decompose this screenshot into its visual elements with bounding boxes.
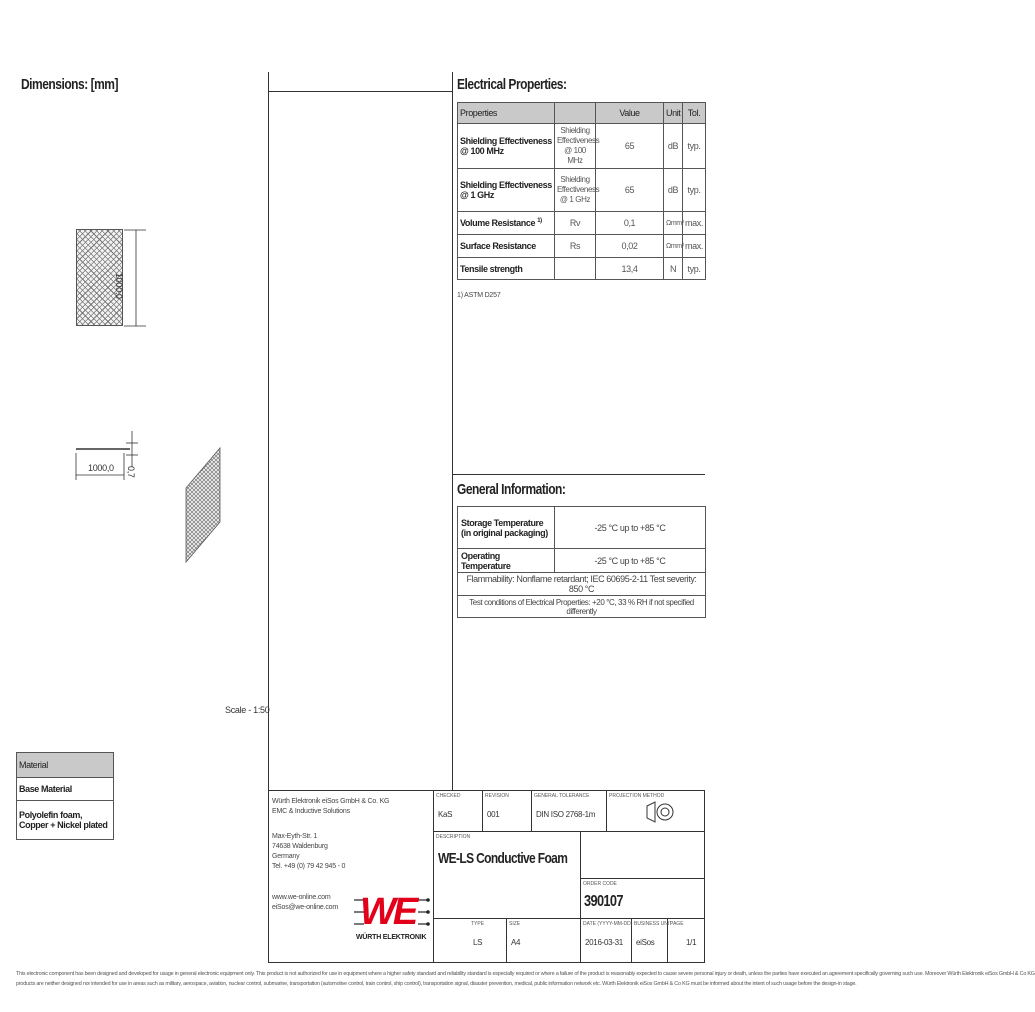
base-material-label: Base Material bbox=[17, 778, 114, 801]
description-value: WE-LS Conductive Foam bbox=[438, 850, 568, 867]
storage-temp-label: Storage Temperature (in original packaging) bbox=[458, 507, 555, 549]
titleblock-divider bbox=[433, 790, 434, 963]
material-table bbox=[16, 752, 114, 840]
table-row bbox=[458, 169, 706, 212]
address-line: Tel. +49 (0) 79 42 945 - 0 bbox=[272, 863, 346, 870]
dimensions-title: Dimensions: [mm] bbox=[21, 76, 118, 93]
email-link[interactable]: eiSos@we-online.com bbox=[272, 904, 338, 911]
order-code-value: 390107 bbox=[584, 893, 623, 910]
general-title: General Information: bbox=[457, 481, 566, 498]
col-tol: Tol. bbox=[683, 103, 706, 124]
general-table bbox=[457, 506, 706, 618]
website-link[interactable]: www.we-online.com bbox=[272, 894, 331, 901]
company-division: EMC & Inductive Solutions bbox=[272, 808, 350, 815]
test-conditions-info: Test conditions of Electrical Properties: +20 °C, 33 % RH if not specified differently bbox=[458, 596, 706, 618]
size-value: A4 bbox=[511, 938, 521, 947]
tb-divider bbox=[531, 790, 532, 831]
frame-general-rule bbox=[452, 474, 705, 475]
business-unit-label: BUSINESS UNIT bbox=[634, 921, 673, 927]
property-symbol: Rs bbox=[555, 235, 596, 258]
property-tol: max. bbox=[683, 235, 706, 258]
electrical-table bbox=[457, 102, 706, 280]
property-unit: N bbox=[664, 258, 683, 280]
projection-label: PROJECTION METHOD bbox=[609, 793, 665, 799]
business-unit-value: eiSos bbox=[636, 938, 655, 947]
base-material-value: Polyolefin foam, Copper + Nickel plated bbox=[17, 801, 114, 840]
property-tol: typ. bbox=[683, 258, 706, 280]
thickness-label: 0,7 bbox=[126, 466, 136, 478]
operating-temp-label: Operating Temperature bbox=[458, 549, 555, 573]
foam-isometric-view bbox=[180, 444, 228, 568]
flammability-info: Flammability: Nonflame retardant; IEC 60695-2-11 Test severity: 850 °C bbox=[458, 573, 706, 596]
tb-rule bbox=[433, 831, 580, 832]
disclaimer bbox=[16, 969, 1035, 989]
revision-value: 001 bbox=[487, 810, 500, 819]
property-unit: dB bbox=[664, 124, 683, 169]
table-row bbox=[458, 549, 706, 573]
property-tol: typ. bbox=[683, 124, 706, 169]
property-symbol: Shielding Effectiveness @ 100 MHz bbox=[555, 124, 596, 169]
tb-divider bbox=[580, 831, 581, 963]
table-row bbox=[458, 573, 706, 596]
type-value: LS bbox=[473, 938, 483, 947]
tb-divider bbox=[482, 790, 483, 831]
company-web bbox=[272, 893, 338, 913]
scale-label: Scale - 1:50 bbox=[225, 705, 270, 715]
checked-label: CHECKED bbox=[436, 793, 461, 799]
table-row bbox=[458, 596, 706, 618]
property-value: 0,1 bbox=[596, 212, 664, 235]
electrical-footnote: 1) ASTM D257 bbox=[457, 292, 501, 299]
property-unit: Ωmm² bbox=[664, 235, 683, 258]
we-logo bbox=[352, 890, 430, 942]
size-label: SIZE bbox=[509, 921, 521, 927]
logo-text: WE bbox=[360, 891, 416, 933]
height-dimension-line bbox=[120, 222, 150, 334]
property-value: 13,4 bbox=[596, 258, 664, 280]
property-tol: typ. bbox=[683, 169, 706, 212]
table-row bbox=[458, 212, 706, 235]
checked-value: KaS bbox=[438, 810, 453, 819]
disclaimer-line: products are neither designed nor intended for use in areas such as military, aerospace, aviation, nuclear control, submarine, transportation (automotive control, train control, ship control), transportation signal, disaster prevention, medical, public information network etc. Würth Elektronik eiSos GmbH & Co KG must be informed about the intent of such usage before the design-in stage. bbox=[16, 981, 857, 987]
revision-label: REVISION bbox=[485, 793, 509, 799]
date-value: 2016-03-31 bbox=[585, 938, 623, 947]
description-label: DESCRIPTION bbox=[436, 834, 471, 840]
width-label: 1000,0 bbox=[88, 463, 114, 473]
electrical-header-row bbox=[458, 103, 706, 124]
type-label: TYPE bbox=[471, 921, 485, 927]
brand-text: WÜRTH ELEKTRONIK bbox=[356, 934, 427, 941]
operating-temp-value: -25 °C up to +85 °C bbox=[555, 549, 706, 573]
property-symbol: Shielding Effectiveness @ 1 GHz bbox=[555, 169, 596, 212]
col-value: Value bbox=[596, 103, 664, 124]
tb-divider bbox=[506, 918, 507, 963]
col-symbol bbox=[555, 103, 596, 124]
disclaimer-line: This electronic component has been designed and developed for usage in general electronic equipment only. This product is not authorized for use in equipment where a higher safety standard and reliability standard is especially required or where a failure of the product is reasonably expected to cause severe personal injury or death, unless the parties have executed an agreement specifically governing such use. Moreover Würth Elektronik eiSos GmbH & Co KG bbox=[16, 971, 1035, 977]
property-value: 65 bbox=[596, 169, 664, 212]
frame-top-rule bbox=[268, 91, 452, 92]
table-row bbox=[458, 507, 706, 549]
property-name: Shielding Effectiveness @ 1 GHz bbox=[458, 169, 555, 212]
address-line: Germany bbox=[272, 853, 300, 860]
order-code-label: ORDER CODE bbox=[583, 881, 617, 887]
table-row bbox=[458, 235, 706, 258]
company-name: Würth Elektronik eiSos GmbH & Co. KG bbox=[272, 798, 390, 805]
tb-rule bbox=[433, 918, 705, 919]
col-unit: Unit bbox=[664, 103, 683, 124]
side-view-dimension-lines bbox=[70, 425, 150, 485]
general-tol-label: GENERAL TOLERANCE bbox=[534, 793, 590, 799]
property-unit: Ωmm² bbox=[664, 212, 683, 235]
property-name: Surface Resistance bbox=[458, 235, 555, 258]
company-info bbox=[272, 797, 389, 817]
table-row bbox=[458, 124, 706, 169]
height-label: 1000,0 bbox=[114, 273, 124, 299]
page-label: PAGE bbox=[670, 921, 684, 927]
tb-divider bbox=[606, 790, 607, 831]
col-properties: Properties bbox=[458, 103, 555, 124]
address-line: Max-Eyth-Str. 1 bbox=[272, 833, 318, 840]
property-name: Volume Resistance bbox=[460, 218, 536, 228]
material-header: Material bbox=[17, 753, 114, 778]
property-value: 65 bbox=[596, 124, 664, 169]
electrical-title: Electrical Properties: bbox=[457, 76, 567, 93]
date-label: DATE (YYYY-MM-DD) bbox=[583, 921, 633, 927]
property-tol: max. bbox=[683, 212, 706, 235]
property-name: Shielding Effectiveness @ 100 MHz bbox=[458, 124, 555, 169]
tb-rule bbox=[580, 831, 705, 832]
footnote-marker: 1) bbox=[537, 218, 542, 224]
property-unit: dB bbox=[664, 169, 683, 212]
projection-symbol-icon bbox=[645, 800, 675, 824]
storage-temp-value: -25 °C up to +85 °C bbox=[555, 507, 706, 549]
tb-rule bbox=[580, 878, 705, 879]
address-line: 74638 Waldenburg bbox=[272, 843, 328, 850]
page-value: 1/1 bbox=[686, 938, 697, 947]
property-name: Tensile strength bbox=[458, 258, 555, 280]
property-value: 0,02 bbox=[596, 235, 664, 258]
property-symbol: Rv bbox=[555, 212, 596, 235]
general-tol-value: DIN ISO 2768-1m bbox=[536, 810, 596, 819]
property-symbol bbox=[555, 258, 596, 280]
frame-divider-right bbox=[452, 72, 453, 790]
table-row bbox=[458, 258, 706, 280]
company-address bbox=[272, 832, 345, 872]
